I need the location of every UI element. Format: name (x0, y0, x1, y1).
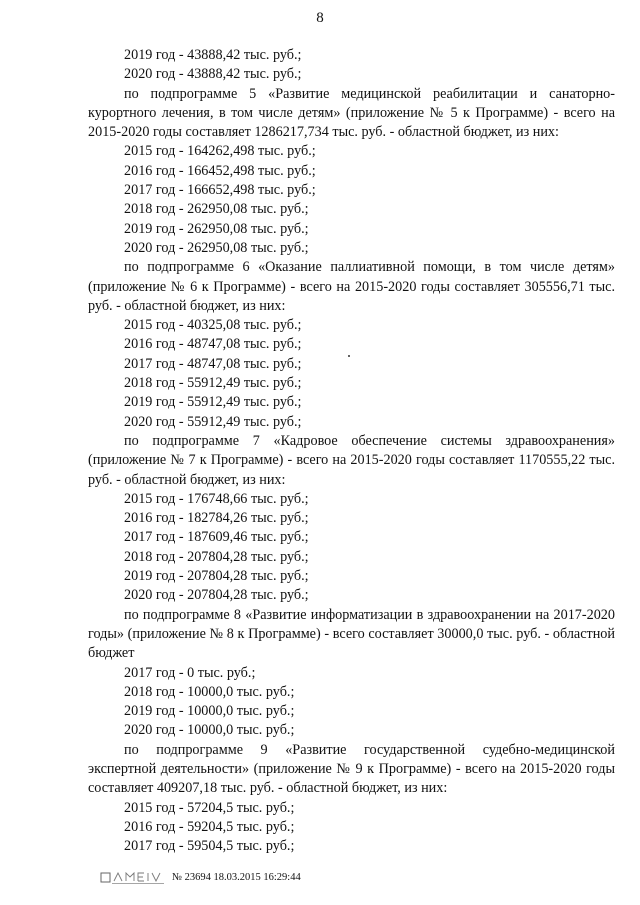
subprogram-paragraph: по подпрограмме 5 «Развитие медицинской реабилитации и санаторно-курортного лечения, в том числе детям» (приложение № 5 к Программе) - всего на 2015-2020 годы составляет 1286217,734 тыс. руб. - областной бюджет, из них: (88, 85, 615, 141)
subprogram-paragraph: по подпрограмме 8 «Развитие информатизации в здравоохранении на 2017-2020 годы» (приложение № 8 к Программе) - всего составляет 30000,0 тыс. руб. - областной бюджет (88, 606, 615, 662)
document-body (88, 46, 615, 856)
budget-line: 2017 год - 59504,5 тыс. руб.; (124, 838, 295, 855)
budget-line: 2020 год - 10000,0 тыс. руб.; (124, 722, 295, 739)
budget-line: 2019 год - 207804,28 тыс. руб.; (124, 568, 309, 585)
budget-line: 2015 год - 176748,66 тыс. руб.; (124, 490, 309, 507)
budget-line: 2017 год - 48747,08 тыс. руб.; (124, 355, 302, 372)
budget-line: 2018 год - 55912,49 тыс. руб.; (124, 375, 302, 392)
budget-line: 2020 год - 43888,42 тыс. руб.; (124, 66, 302, 83)
budget-line: 2017 год - 166652,498 тыс. руб.; (124, 182, 316, 199)
budget-line: 2016 год - 182784,26 тыс. руб.; (124, 510, 309, 527)
document-registry-logo-icon (100, 869, 166, 885)
budget-line: 2017 год - 0 тыс. руб.; (124, 664, 256, 681)
budget-line: 2019 год - 10000,0 тыс. руб.; (124, 703, 295, 720)
budget-line: 2019 год - 43888,42 тыс. руб.; (124, 47, 302, 63)
budget-line: 2020 год - 55912,49 тыс. руб.; (124, 413, 302, 430)
budget-line: 2016 год - 59204,5 тыс. руб.; (124, 818, 295, 835)
budget-line: 2017 год - 187609,46 тыс. руб.; (124, 529, 309, 546)
registration-stamp-text: № 23694 18.03.2015 16:29:44 (172, 871, 301, 883)
footer-stamp (100, 868, 301, 886)
subprogram-paragraph: по подпрограмме 7 «Кадровое обеспечение системы здравоохранения» (приложение № 7 к Программе) - всего на 2015-2020 годы составляет 1170555,22 тыс. руб. - областной бюджет, из них: (88, 432, 615, 488)
budget-line: 2019 год - 55912,49 тыс. руб.; (124, 394, 302, 411)
budget-line: 2015 год - 164262,498 тыс. руб.; (124, 143, 316, 160)
budget-line: 2016 год - 48747,08 тыс. руб.; (124, 336, 302, 353)
budget-line: 2018 год - 262950,08 тыс. руб.; (124, 201, 309, 218)
page-number: 8 (316, 10, 324, 26)
budget-line: 2019 год - 262950,08 тыс. руб.; (124, 220, 309, 237)
budget-line: 2020 год - 207804,28 тыс. руб.; (124, 587, 309, 604)
budget-line: 2020 год - 262950,08 тыс. руб.; (124, 239, 309, 256)
subprogram-paragraph: по подпрограмме 6 «Оказание паллиативной помощи, в том числе детям» (приложение № 6 к Программе) - всего на 2015-2020 годы составляет 305556,71 тыс. руб. - областной бюджет, из них: (88, 259, 615, 314)
budget-line: 2018 год - 10000,0 тыс. руб.; (124, 683, 295, 700)
budget-line: 2015 год - 57204,5 тыс. руб.; (124, 799, 295, 816)
budget-line: 2018 год - 207804,28 тыс. руб.; (124, 548, 309, 565)
scan-speck (348, 355, 350, 357)
budget-line: 2015 год - 40325,08 тыс. руб.; (124, 317, 302, 334)
subprogram-paragraph: по подпрограмме 9 «Развитие государственной судебно-медицинской экспертной деятельности» (приложение № 9 к Программе) - всего на 2015-2020 годы составляет 409207,18 тыс. руб. - областной бюджет, из них: (88, 741, 615, 797)
budget-line: 2016 год - 166452,498 тыс. руб.; (124, 162, 316, 179)
